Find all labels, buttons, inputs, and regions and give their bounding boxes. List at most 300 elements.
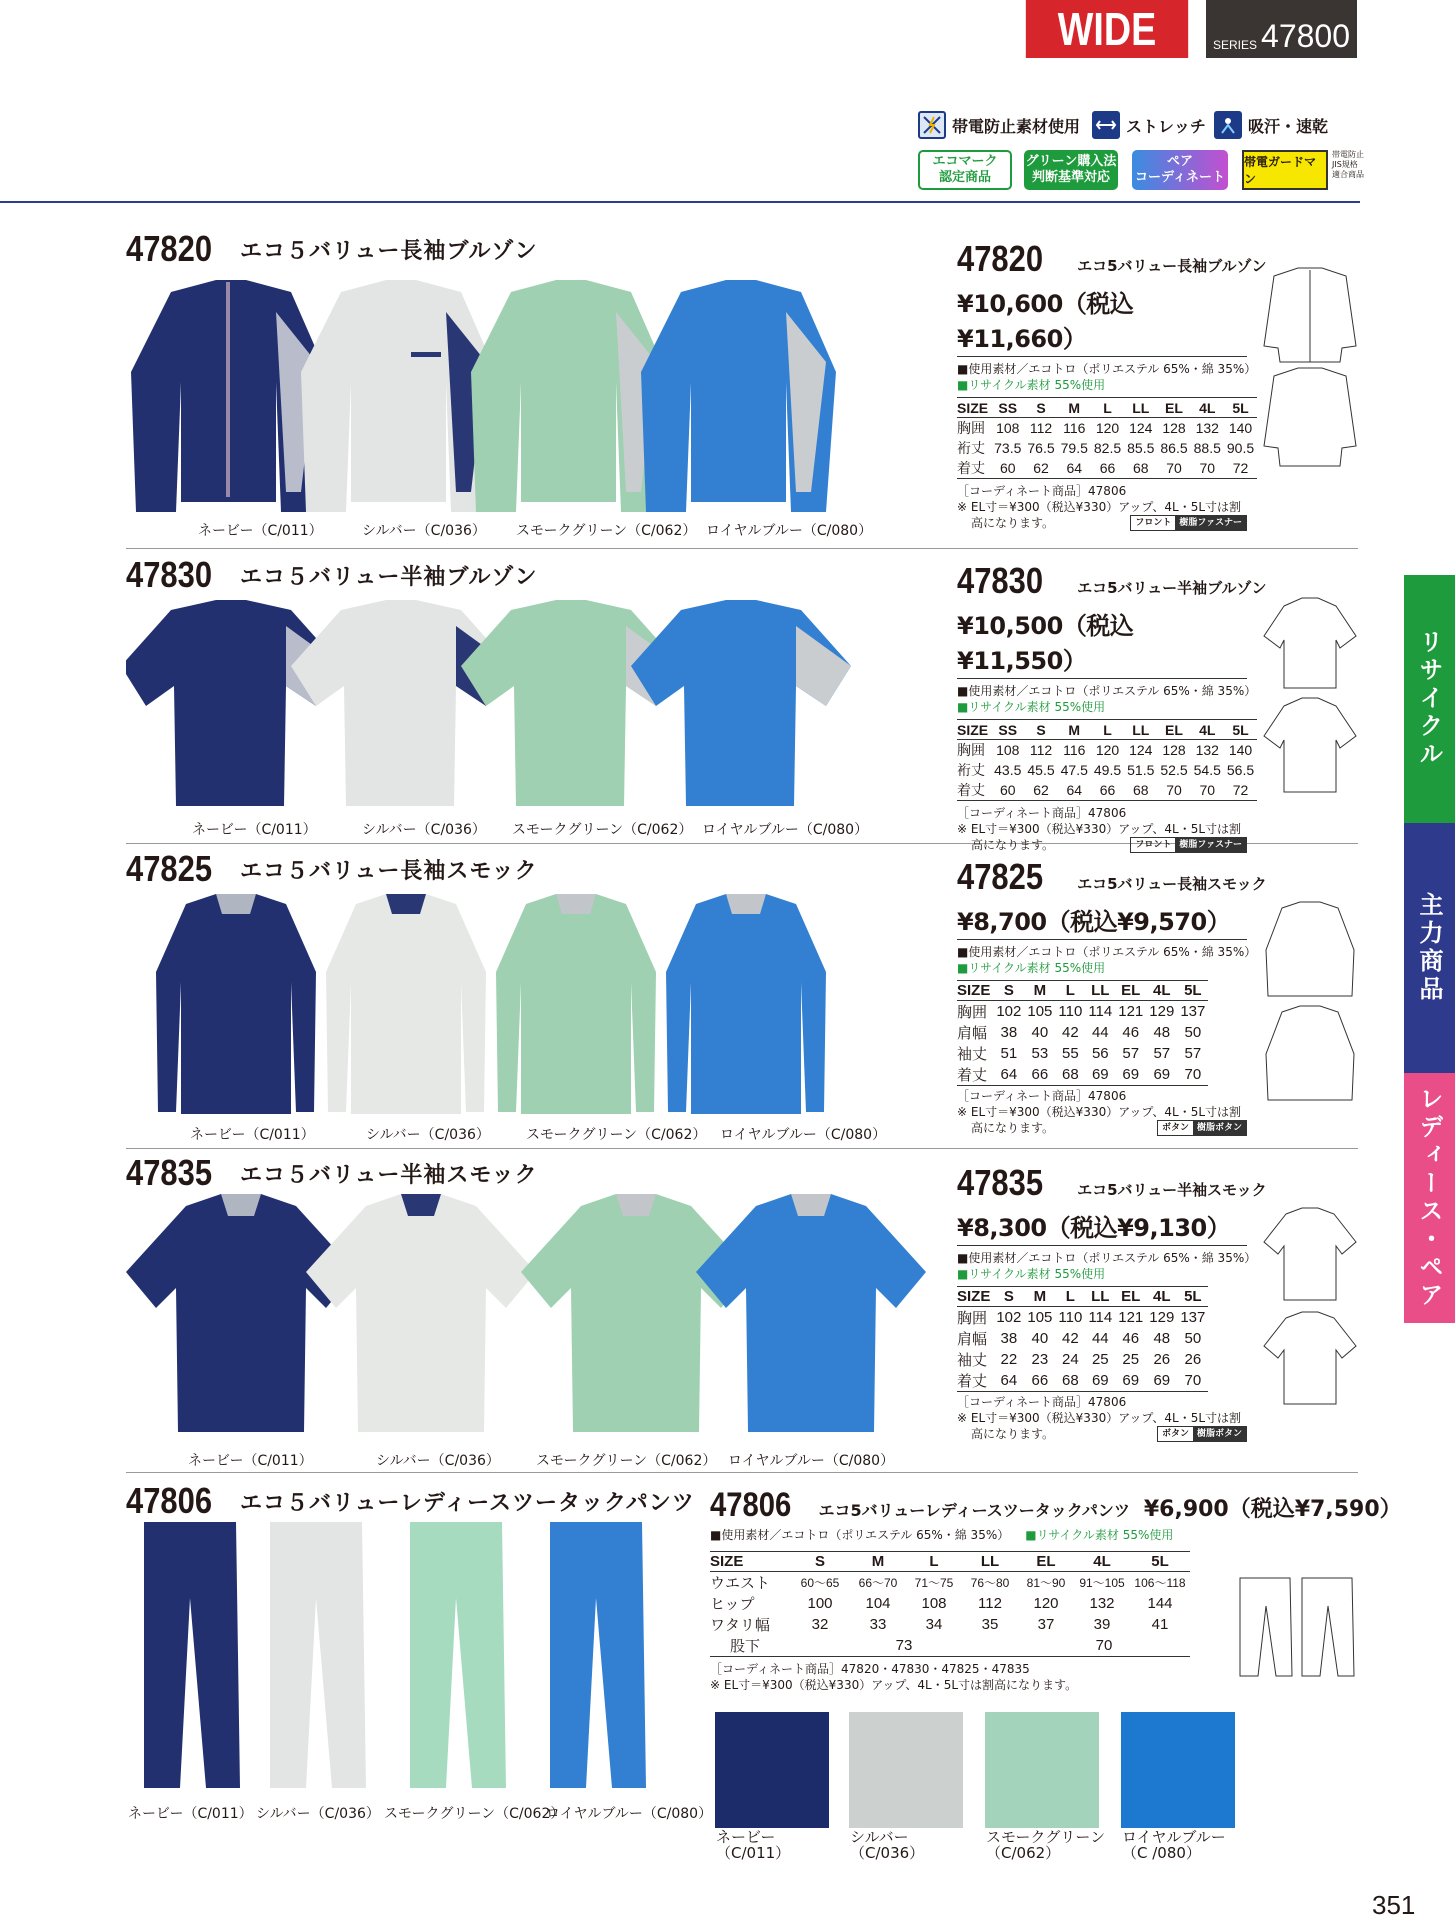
size-cell: SIZE	[957, 981, 993, 1001]
text-field: エコ5バリュー半袖ブルゾン	[1077, 579, 1267, 597]
size-cell: 120	[1095, 420, 1120, 436]
spec-price: ¥10,500（税込¥11,550）	[957, 606, 1247, 679]
size-cell: 袖丈	[957, 1352, 988, 1369]
size-cell: 112	[1029, 420, 1053, 436]
text-field: ※ EL寸＝¥300（税込¥330）アップ、4L・5L寸は割	[957, 1411, 1242, 1425]
size-cell: 24	[1062, 1351, 1079, 1368]
text-field: 47806	[710, 1486, 792, 1524]
size-cell: 39	[1093, 1616, 1111, 1633]
size-cell: 72	[1224, 780, 1257, 801]
size-cell: 肩幅	[957, 1331, 988, 1348]
spec-block-47820	[957, 238, 1267, 531]
size-cell: 69	[1085, 1064, 1115, 1086]
text-field: （C/062）	[986, 1844, 1061, 1862]
swatch-label	[1122, 1829, 1226, 1861]
size-cell: 38	[1000, 1330, 1018, 1347]
swatch-smoke-green	[985, 1712, 1099, 1828]
size-cell: 68	[1124, 458, 1157, 479]
size-cell: 114	[1088, 1003, 1113, 1020]
size-cell: L	[906, 1552, 962, 1572]
size-cell: 69	[1115, 1370, 1146, 1392]
size-cell: 70	[1177, 1064, 1208, 1086]
size-cell: 121	[1118, 1309, 1144, 1326]
header-rule	[0, 201, 1360, 203]
size-cell: 50	[1184, 1330, 1202, 1347]
size-note: ※ EL寸＝¥300（税込¥330）アップ、4L・5L寸は割高になります。	[710, 1678, 1078, 1692]
feature-sweat	[1214, 108, 1328, 142]
size-cell: 26	[1153, 1351, 1171, 1368]
spec-block-47830	[957, 560, 1267, 853]
jacket-silver	[301, 280, 496, 512]
size-cell: 51.5	[1127, 762, 1155, 778]
size-cell: 90.5	[1226, 440, 1255, 456]
text-field: 樹脂ボタン	[1193, 1121, 1246, 1135]
size-cell: 76～80	[970, 1576, 1010, 1590]
text-field: ネービー	[716, 1828, 776, 1846]
size-cell: 140	[1228, 420, 1253, 436]
size-cell: 37	[1037, 1616, 1055, 1633]
size-cell: L	[1091, 398, 1124, 418]
color-label: スモークグリーン（C/062）	[384, 1806, 565, 1822]
antistatic-icon	[918, 111, 946, 139]
size-cell: 裄丈	[957, 762, 985, 778]
text-field: 高になります。	[971, 838, 1055, 852]
swatch-label	[850, 1829, 924, 1861]
feature-antistatic	[918, 108, 1080, 142]
size-cell: 肩幅	[957, 1025, 988, 1042]
feature-label: 吸汗・速乾	[1248, 116, 1329, 136]
garment-photos-47835	[126, 1192, 926, 1444]
color-label: ロイヤルブルー（C/080）	[706, 523, 873, 539]
size-cell: M	[1058, 720, 1091, 740]
color-label: スモークグリーン（C/062）	[516, 523, 697, 539]
size-cell: 着丈	[957, 1370, 993, 1392]
size-cell: 137	[1180, 1309, 1206, 1326]
color-label: スモークグリーン（C/062）	[526, 1127, 707, 1143]
feature-label: 帯電防止素材使用	[952, 116, 1081, 136]
spec-code: 47820	[957, 238, 1044, 279]
spec-price: ¥8,700（税込¥9,570）	[957, 902, 1247, 940]
size-cell: 62	[1024, 780, 1057, 801]
series-wide-label: WIDE	[1026, 0, 1188, 58]
size-cell: 42	[1062, 1330, 1079, 1347]
size-cell: SS	[991, 720, 1024, 740]
size-cell: L	[1055, 1287, 1085, 1307]
section-divider	[126, 1472, 1358, 1473]
size-cell: EL	[1157, 720, 1190, 740]
text-field: ロイヤルブルー	[1122, 1828, 1226, 1846]
size-cell: 47.5	[1060, 762, 1088, 778]
size-cell: 85.5	[1127, 440, 1155, 456]
size-cell: 38	[1000, 1024, 1018, 1041]
garment-photos-47830	[126, 596, 886, 816]
jacket-blue	[641, 280, 836, 512]
text-field: シルバー	[850, 1828, 909, 1846]
text-field: ［コーディネート商品］47806	[957, 1089, 1127, 1103]
size-cell: 66	[1024, 1370, 1055, 1392]
size-cell: 132	[1195, 742, 1219, 758]
size-cell: ヒップ	[710, 1596, 755, 1613]
text-field: ■リサイクル素材 55%使用	[957, 961, 1106, 975]
size-cell: 25	[1091, 1351, 1109, 1368]
text-field: フロント	[1135, 840, 1172, 850]
text-field: 47830	[957, 560, 1044, 601]
size-cell: 86.5	[1160, 440, 1188, 456]
garment-photos-47825	[126, 892, 886, 1122]
size-cell: EL	[1157, 398, 1190, 418]
size-cell: S	[1024, 398, 1057, 418]
size-cell: 112	[1029, 742, 1053, 758]
text-field: 樹脂ボタン	[1193, 1427, 1246, 1441]
size-cell: M	[1024, 981, 1055, 1001]
size-cell: 116	[1063, 420, 1086, 436]
closure-tag	[1157, 1120, 1247, 1136]
color-label: ネービー（C/011）	[190, 1127, 315, 1143]
size-cell: 4L	[1191, 398, 1224, 418]
text-field: ※ EL寸＝¥300（税込¥330）アップ、4L・5L寸は割	[957, 822, 1242, 836]
text-field: （C/011）	[716, 1844, 791, 1862]
page-number: 351	[1372, 1890, 1416, 1920]
guard-note: 帯電防止 JIS規格 適合商品	[1332, 150, 1364, 179]
text-field: （C /080）	[1122, 1844, 1201, 1862]
section-divider	[126, 548, 1358, 549]
size-cell: SIZE	[710, 1552, 790, 1572]
closure-tag	[1130, 515, 1247, 531]
size-cell: 69	[1115, 1064, 1146, 1086]
size-cell: 73	[790, 1635, 1018, 1657]
size-cell: 91～105	[1079, 1576, 1125, 1590]
size-cell: 129	[1149, 1003, 1175, 1020]
product-code: 47835	[126, 1152, 213, 1193]
size-cell: 76.5	[1027, 440, 1055, 456]
text-field: 高になります。	[971, 1427, 1055, 1441]
coordinate-note: ［コーディネート商品］47820・47830・47825・47835	[710, 1662, 1030, 1676]
color-label: シルバー（C/036）	[256, 1806, 380, 1822]
coordinate-note: ［コーディネート商品］47806	[957, 484, 1127, 498]
size-cell: 70	[1157, 780, 1190, 801]
size-cell: 40	[1031, 1330, 1049, 1347]
text-field: ボタン	[1161, 1123, 1189, 1133]
size-cell: LL	[1085, 1287, 1115, 1307]
size-cell: S	[790, 1552, 850, 1572]
size-cell: M	[1058, 398, 1091, 418]
size-cell: 60～65	[800, 1576, 840, 1590]
text-field: 47825	[957, 856, 1044, 897]
size-cell: 53	[1031, 1045, 1049, 1062]
size-cell: 79.5	[1060, 440, 1088, 456]
size-cell: 69	[1085, 1370, 1115, 1392]
size-cell: 128	[1162, 742, 1186, 758]
size-cell: 56	[1091, 1045, 1109, 1062]
color-label: シルバー（C/036）	[376, 1453, 500, 1469]
size-cell: 70	[1018, 1635, 1190, 1657]
size-cell: 55	[1062, 1045, 1079, 1062]
color-label: ロイヤルブルー（C/080）	[546, 1806, 713, 1822]
size-cell: 25	[1122, 1351, 1140, 1368]
size-cell: 54.5	[1193, 762, 1221, 778]
size-table	[957, 719, 1257, 801]
size-cell: 105	[1027, 1003, 1053, 1020]
color-label: シルバー（C/036）	[362, 523, 486, 539]
size-cell: 104	[865, 1595, 891, 1612]
size-cell: 35	[981, 1616, 999, 1633]
product-code: 47830	[126, 554, 213, 595]
green-purchase-badge: グリーン購入法 判断基準対応	[1024, 150, 1118, 190]
jacket-navy	[131, 280, 326, 512]
size-cell: 71～75	[914, 1576, 954, 1590]
color-label: ネービー（C/011）	[128, 1806, 253, 1822]
size-cell: 4L	[1074, 1552, 1130, 1572]
size-cell: 4L	[1146, 981, 1177, 1001]
size-cell: 112	[978, 1595, 1002, 1612]
text-field: 47835	[957, 1162, 1044, 1203]
size-cell: 袖丈	[957, 1046, 988, 1063]
size-cell: 132	[1195, 420, 1219, 436]
product-code: 47825	[126, 848, 213, 889]
size-cell: 着丈	[957, 1064, 993, 1086]
line-sketch-47820	[1262, 266, 1358, 476]
size-cell: 40	[1031, 1024, 1049, 1041]
size-cell: 66	[1091, 780, 1124, 801]
size-cell: 137	[1180, 1003, 1206, 1020]
swatch-royal-blue	[1121, 1712, 1235, 1828]
text-field: ■使用素材／エコトロ（ポリエステル 65%・綿 35%）	[957, 684, 1257, 698]
spec-block-47825	[957, 856, 1267, 1136]
color-label: スモークグリーン（C/062）	[536, 1453, 717, 1469]
size-cell: 60	[991, 780, 1024, 801]
series-number: 47800	[1261, 18, 1350, 54]
product-code: 47820	[126, 228, 213, 269]
size-cell: 88.5	[1193, 440, 1221, 456]
line-sketch-pants	[1236, 1576, 1358, 1680]
size-cell: 69	[1146, 1064, 1177, 1086]
size-cell: 51	[1000, 1045, 1018, 1062]
text-field: ［コーディネート商品］47806	[957, 1395, 1127, 1409]
size-cell: 34	[925, 1616, 943, 1633]
size-cell: 64	[993, 1064, 1024, 1086]
stretch-icon	[1092, 111, 1120, 139]
size-cell: 129	[1149, 1309, 1175, 1326]
size-cell: 5L	[1177, 1287, 1208, 1307]
size-cell: 22	[1000, 1351, 1018, 1368]
size-cell: 48	[1153, 1330, 1171, 1347]
size-cell: 73.5	[994, 440, 1022, 456]
text-field: ■リサイクル素材 55%使用	[957, 700, 1106, 714]
section-divider	[126, 1148, 1358, 1149]
spec-block-47835	[957, 1162, 1267, 1442]
size-cell: 68	[1055, 1064, 1085, 1086]
size-cell: 64	[1058, 780, 1091, 801]
product-title: エコ５バリューレディースツータックパンツ	[240, 1491, 695, 1516]
size-cell: 45.5	[1027, 762, 1055, 778]
size-cell: LL	[1124, 720, 1157, 740]
size-cell: 裄丈	[957, 440, 985, 456]
size-cell: L	[1091, 720, 1124, 740]
size-cell: LL	[1085, 981, 1115, 1001]
size-table	[710, 1551, 1190, 1657]
size-cell: 70	[1157, 458, 1190, 479]
size-cell: 胸囲	[957, 1310, 988, 1327]
size-cell: 110	[1058, 1003, 1083, 1020]
size-cell: 4L	[1146, 1287, 1177, 1307]
size-cell: 128	[1162, 420, 1186, 436]
size-cell: SS	[991, 398, 1024, 418]
series-prefix: SERIES	[1213, 38, 1258, 52]
size-cell: 股下	[710, 1635, 790, 1657]
size-cell: 108	[921, 1595, 947, 1612]
size-cell: EL	[1018, 1552, 1074, 1572]
size-cell: 108	[996, 742, 1020, 758]
text-field: ボタン	[1161, 1429, 1189, 1439]
text-field: ■使用素材／エコトロ（ポリエステル 65%・綿 35%）	[957, 1251, 1257, 1265]
size-cell: 66	[1091, 458, 1124, 479]
size-table	[957, 397, 1257, 479]
size-cell: 着丈	[957, 780, 991, 801]
size-cell: 144	[1147, 1595, 1173, 1612]
closure-tag	[1157, 1426, 1247, 1442]
size-table	[957, 980, 1208, 1086]
product-title: エコ５バリュー半袖ブルゾン	[240, 565, 538, 590]
size-cell: L	[1055, 981, 1085, 1001]
text-field: ■リサイクル素材 55%使用	[957, 1267, 1106, 1281]
spec-price: ¥10,600（税込¥11,660）	[957, 284, 1247, 357]
size-cell: 44	[1091, 1330, 1109, 1347]
size-cell: EL	[1115, 981, 1146, 1001]
size-cell: 140	[1228, 742, 1253, 758]
product-title: エコ５バリュー長袖スモック	[240, 859, 538, 884]
swatch-label	[716, 1829, 790, 1861]
size-cell: 43.5	[994, 762, 1022, 778]
size-cell: S	[1024, 720, 1057, 740]
size-cell: 70	[1191, 458, 1224, 479]
garment-photos-47820	[126, 272, 886, 522]
text-field: エコ5バリューレディースツータックパンツ	[818, 1501, 1130, 1520]
color-label: ネービー（C/011）	[192, 822, 317, 838]
text-field: 高になります。	[971, 1121, 1055, 1135]
line-sketch-47835	[1262, 1206, 1358, 1416]
size-cell: 64	[993, 1370, 1024, 1392]
size-cell: 68	[1055, 1370, 1085, 1392]
size-cell: 57	[1122, 1045, 1140, 1062]
size-cell: 26	[1184, 1351, 1202, 1368]
color-label: シルバー（C/036）	[366, 1127, 490, 1143]
size-cell: 5L	[1177, 981, 1208, 1001]
size-cell: 胸囲	[957, 1004, 988, 1021]
size-cell: 100	[807, 1595, 833, 1612]
size-cell: 46	[1122, 1330, 1140, 1347]
size-cell: 105	[1027, 1309, 1053, 1326]
size-cell: 5L	[1224, 398, 1257, 418]
color-label: スモークグリーン（C/062）	[512, 822, 693, 838]
size-cell: 41	[1151, 1616, 1169, 1633]
eco-mark-badge: エコマーク 認定商品	[918, 150, 1012, 190]
jacket-green	[471, 280, 666, 512]
text-field: ■リサイクル素材 55%使用	[1025, 1528, 1174, 1542]
size-cell: SIZE	[957, 1287, 993, 1307]
size-cell: 108	[996, 420, 1020, 436]
size-cell: 49.5	[1093, 762, 1122, 778]
color-label: シルバー（C/036）	[362, 822, 486, 838]
pair-coordinate-badge: ペア コーディネート	[1132, 150, 1228, 190]
size-cell: 124	[1129, 742, 1153, 758]
size-cell: 106～118	[1134, 1576, 1186, 1590]
swatch-silver	[849, 1712, 963, 1828]
size-cell: 66	[1024, 1064, 1055, 1086]
size-cell: 124	[1129, 420, 1153, 436]
size-cell: 60	[991, 458, 1024, 479]
size-cell: 4L	[1191, 720, 1224, 740]
size-cell: 120	[1033, 1595, 1059, 1612]
size-cell: 66～70	[858, 1576, 898, 1590]
size-cell: M	[850, 1552, 906, 1572]
size-cell: 81～90	[1026, 1576, 1066, 1590]
size-cell: S	[993, 981, 1024, 1001]
size-cell: 46	[1122, 1024, 1140, 1041]
size-cell: LL	[1124, 398, 1157, 418]
text-field: 高になります。	[971, 516, 1055, 530]
size-cell: 114	[1088, 1309, 1113, 1326]
guard-logo: 帯電ガードマン	[1242, 150, 1328, 190]
spec-recycle: ■リサイクル素材 55%使用	[957, 378, 1106, 392]
size-cell: 116	[1063, 742, 1086, 758]
swatch-navy	[715, 1712, 829, 1828]
text-field: （C/036）	[850, 1844, 925, 1862]
tab-recycle: リサイクル	[1404, 575, 1455, 823]
size-cell: 121	[1118, 1003, 1144, 1020]
size-cell: SIZE	[957, 720, 991, 740]
text-field: スモークグリーン	[986, 1828, 1106, 1846]
size-cell: 23	[1031, 1351, 1049, 1368]
size-cell: 82.5	[1093, 440, 1122, 456]
size-cell: 48	[1153, 1024, 1171, 1041]
swatch-label	[986, 1829, 1105, 1861]
size-cell: 44	[1091, 1024, 1109, 1041]
size-note: ※ EL寸＝¥300（税込¥330）アップ、4L・5L寸は割	[957, 500, 1242, 514]
size-cell: ワタリ幅	[710, 1617, 770, 1634]
color-label: ロイヤルブルー（C/080）	[702, 822, 869, 838]
pants-photos	[126, 1518, 686, 1798]
color-label: ネービー（C/011）	[188, 1453, 313, 1469]
line-sketch-47825	[1262, 900, 1358, 1110]
color-label: ロイヤルブルー（C/080）	[720, 1127, 887, 1143]
size-cell: 胸囲	[957, 420, 985, 436]
size-cell: M	[1024, 1287, 1055, 1307]
text-field: ※ EL寸＝¥300（税込¥330）アップ、4L・5L寸は割	[957, 1105, 1242, 1119]
line-sketch-47830	[1262, 596, 1358, 806]
size-cell: 57	[1153, 1045, 1171, 1062]
size-cell: 102	[996, 1309, 1022, 1326]
size-cell: 5L	[1130, 1552, 1190, 1572]
size-cell: 52.5	[1160, 762, 1188, 778]
tab-ladies-pair: レディース・ペア	[1404, 1073, 1455, 1323]
text-field: ■使用素材／エコトロ（ポリエステル 65%・綿 35%）	[957, 945, 1257, 959]
size-cell: EL	[1115, 1287, 1146, 1307]
size-cell: 62	[1024, 458, 1057, 479]
text-field: フロント	[1135, 518, 1172, 528]
size-cell: 132	[1089, 1595, 1115, 1612]
spec-name: エコ5バリュー長袖ブルゾン	[1077, 257, 1267, 275]
size-cell: 42	[1062, 1024, 1079, 1041]
closure-tag	[1130, 837, 1247, 853]
size-cell: 着丈	[957, 458, 991, 479]
size-cell: 70	[1177, 1370, 1208, 1392]
color-label: ネービー（C/011）	[198, 523, 323, 539]
feature-label: ストレッチ	[1126, 116, 1206, 136]
size-cell: 33	[869, 1616, 887, 1633]
tab-main-products: 主力商品	[1404, 823, 1455, 1073]
spec-price: ¥8,300（税込¥9,130）	[957, 1208, 1247, 1246]
text-field: エコ5バリュー半袖スモック	[1077, 1181, 1267, 1199]
